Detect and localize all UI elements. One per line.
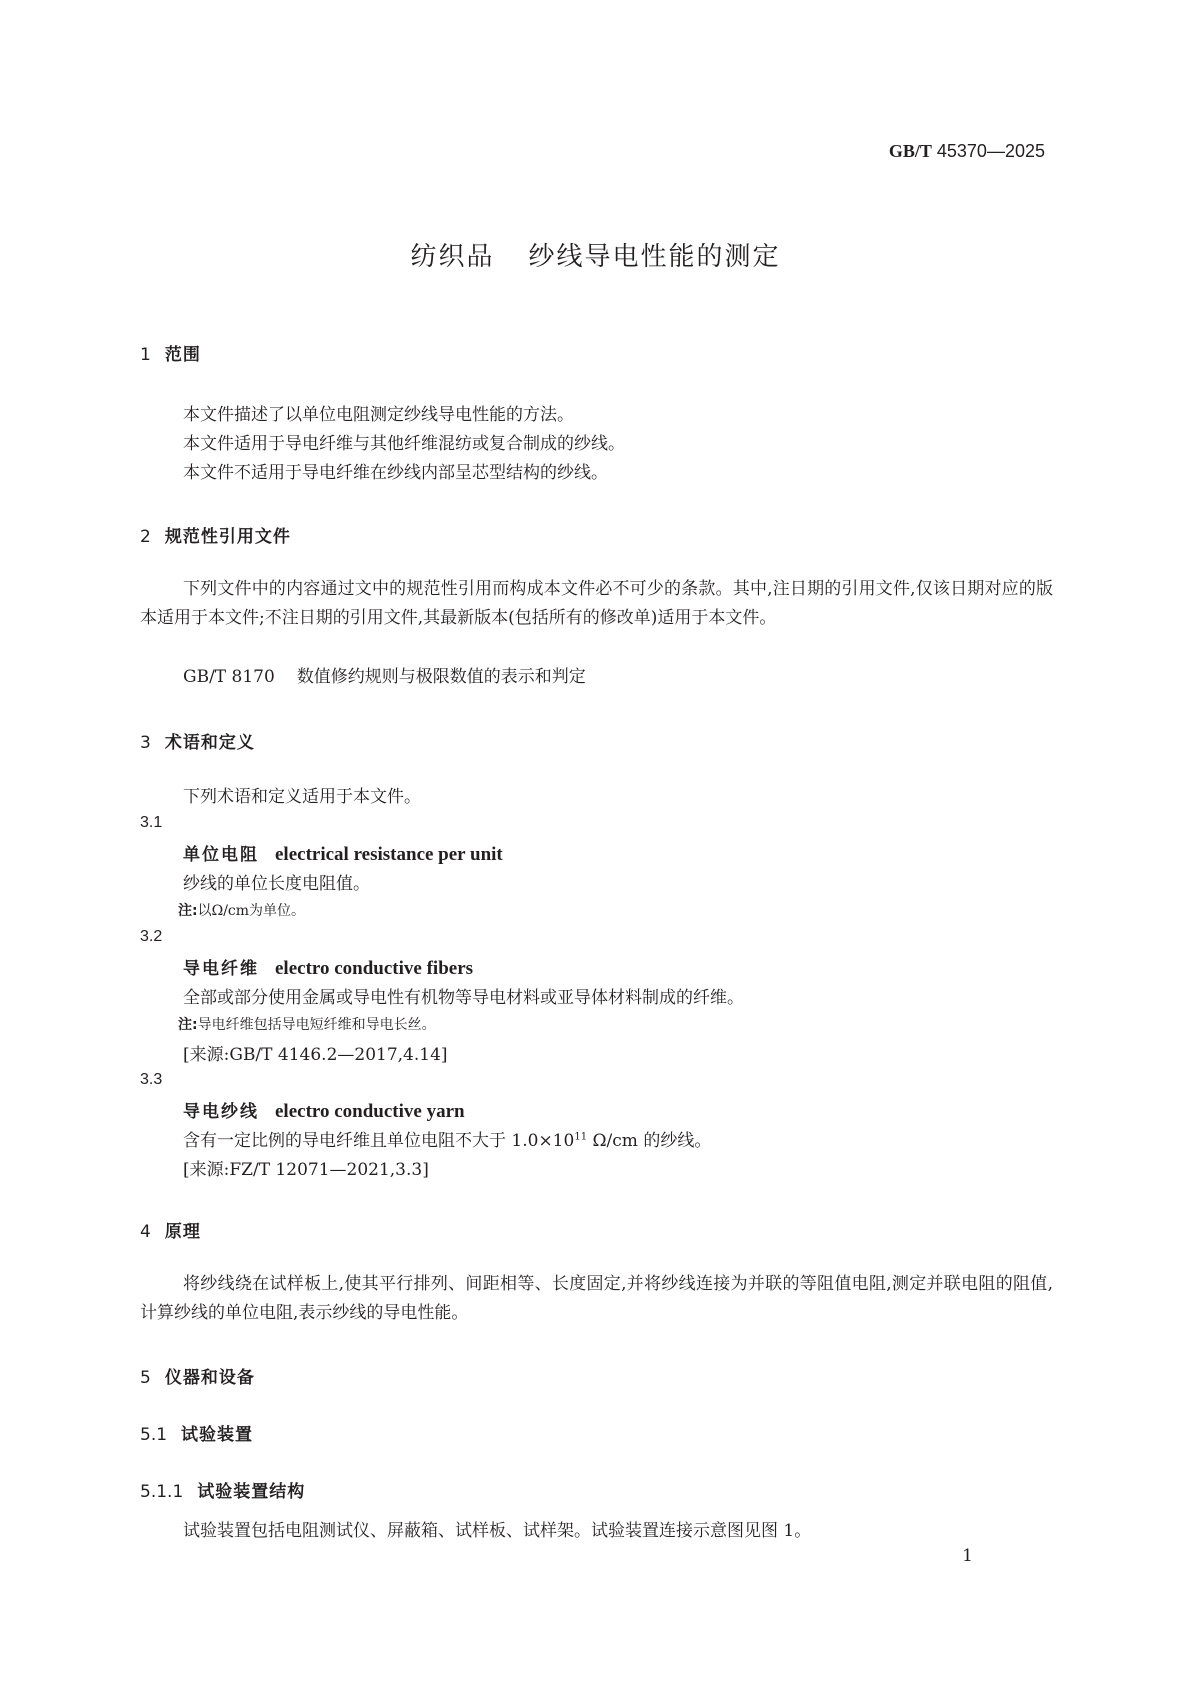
section-2-number: 2 (140, 527, 151, 547)
term-3-3-en: electro conductive yarn (275, 1101, 465, 1122)
term-3-3-definition (183, 1126, 711, 1151)
term-3-1 (183, 840, 503, 866)
section-4-paragraph: 将纱线绕在试样板上,使其平行排列、间距相等、长度固定,并将纱线连接为并联的等阻值电阻,测定并联电阻的阻值,计算纱线的单位电阻,表示纱线的导电性能。 (140, 1274, 1053, 1323)
term-3-1-note (178, 900, 305, 920)
term-3-3-cn: 导电纱线 (183, 1102, 259, 1122)
reference-title: 数值修约规则与极限数值的表示和判定 (296, 667, 586, 687)
section-1-paragraph-1: 本文件描述了以单位电阻测定纱线导电性能的方法。 (183, 405, 574, 425)
term-3-2-source: [来源:GB/T 4146.2—2017,4.14] (183, 1045, 448, 1065)
note-label: 注: (178, 903, 198, 919)
term-3-3-source: [来源:FZ/T 12071—2021,3.3] (183, 1160, 429, 1180)
definition-text: 含有一定比例的导电纤维且单位电阻不大于 1.0×10 (183, 1131, 575, 1151)
section-3-heading (140, 728, 255, 753)
term-3-1-cn: 单位电阻 (183, 845, 259, 865)
section-1-title: 范围 (164, 345, 201, 365)
section-5-1-heading (140, 1420, 253, 1445)
definition-unit: Ω/cm 的纱线。 (587, 1131, 712, 1151)
section-1-paragraph-3: 本文件不适用于导电纤维在纱线内部呈芯型结构的纱线。 (183, 463, 608, 483)
section-5-1-1-heading (140, 1477, 305, 1502)
section-1-paragraph-2: 本文件适用于导电纤维与其他纤维混纺或复合制成的纱线。 (183, 434, 625, 454)
term-3-2 (183, 954, 473, 980)
term-3-3-number: 3.3 (140, 1071, 163, 1088)
standard-prefix: GB/T (888, 141, 932, 161)
section-1-heading (140, 340, 201, 365)
section-2-heading (140, 522, 291, 547)
section-4-heading (140, 1217, 201, 1242)
page-number: 1 (962, 1546, 973, 1566)
section-3-number: 3 (140, 733, 151, 753)
section-4-title: 原理 (164, 1222, 201, 1242)
term-3-1-definition: 纱线的单位长度电阻值。 (183, 874, 370, 894)
term-3-2-number: 3.2 (140, 928, 163, 945)
term-3-1-number: 3.1 (140, 814, 163, 831)
section-5-heading (140, 1363, 255, 1388)
standard-number (889, 141, 1045, 162)
section-2-title: 规范性引用文件 (164, 527, 291, 547)
term-3-2-note (178, 1014, 436, 1034)
section-2-paragraph: 下列文件中的内容通过文中的规范性引用而构成本文件必不可少的条款。其中,注日期的引用文件,仅该日期对应的版本适用于本文件;不注日期的引用文件,其最新版本(包括所有的修改单)适用于本文件。 (140, 579, 1053, 628)
section-5-1-1-paragraph: 试验装置包括电阻测试仪、屏蔽箱、试样板、试样架。试验装置连接示意图见图 1。 (183, 1521, 812, 1541)
section-5-1-1-number: 5.1.1 (140, 1482, 184, 1502)
section-5-1-number: 5.1 (140, 1425, 168, 1445)
section-5-number: 5 (140, 1368, 151, 1388)
term-3-2-cn: 导电纤维 (183, 959, 259, 979)
normative-reference (183, 662, 586, 687)
section-5-title: 仪器和设备 (164, 1368, 255, 1388)
term-3-1-en: electrical resistance per unit (275, 844, 503, 865)
section-4-number: 4 (140, 1222, 151, 1242)
standard-code: 45370—2025 (936, 141, 1045, 161)
section-5-1-1-title: 试验装置结构 (197, 1482, 306, 1502)
section-5-1-title: 试验装置 (181, 1425, 254, 1445)
title-part-2: 纱线导电性能的测定 (528, 242, 781, 272)
document-title (0, 236, 1191, 273)
reference-code: GB/T 8170 (183, 667, 275, 687)
note-text: 导电纤维包括导电短纤维和导电长丝。 (197, 1017, 436, 1033)
note-label: 注: (178, 1017, 198, 1033)
section-3-intro: 下列术语和定义适用于本文件。 (183, 787, 421, 807)
section-3-title: 术语和定义 (164, 733, 255, 753)
exponent: 11 (574, 1131, 588, 1143)
term-3-2-en: electro conductive fibers (275, 958, 474, 979)
term-3-3 (183, 1097, 465, 1123)
section-1-number: 1 (140, 345, 151, 365)
title-part-1: 纺织品 (410, 242, 495, 272)
term-3-2-definition: 全部或部分使用金属或导电性有机物等导电材料或亚导体材料制成的纤维。 (183, 988, 744, 1008)
note-text: 以Ω/cm为单位。 (197, 903, 306, 919)
